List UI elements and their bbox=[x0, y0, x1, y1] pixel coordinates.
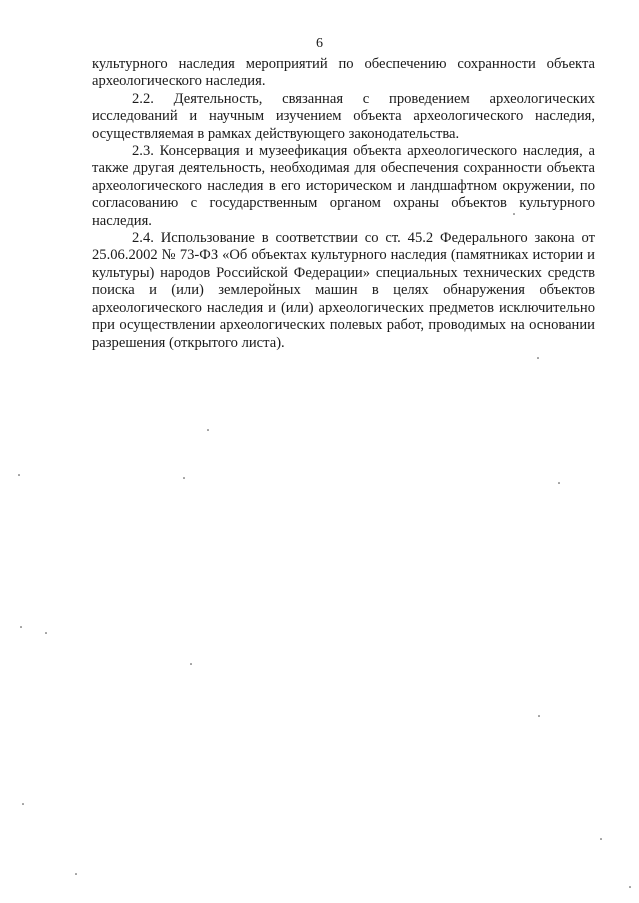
scan-speck bbox=[20, 626, 22, 628]
scan-speck bbox=[190, 663, 192, 665]
paragraph-2-4: 2.4. Использование в соответствии со ст. 45.2 Федерального закона от 25.06.2002 № 73-ФЗ «Об объектах культурного наследия (памятниках истории и культуры) народов Российской Федерации» специальных технических средств поиска и (или) землеройных машин в целях обнаружения объектов археологического наследия и (или) археологических предметов исключительно при осуществлении археологических полевых работ, проводимых на основании разрешения (открытого листа). bbox=[92, 230, 595, 351]
scan-speck bbox=[600, 838, 602, 840]
scan-speck bbox=[207, 429, 209, 431]
scan-speck bbox=[537, 357, 539, 359]
page-number: 6 bbox=[316, 36, 323, 51]
document-body bbox=[92, 56, 595, 352]
scan-speck bbox=[513, 213, 515, 215]
scan-speck bbox=[629, 886, 631, 888]
paragraph-2-3: 2.3. Консервация и музеефикация объекта археологического наследия, а также другая деятельность, необходимая для обеспечения сохранности объекта археологического наследия в его историческом и ландшафтном окружении, по согласованию с государственным органом охраны объектов культурного наследия. bbox=[92, 143, 595, 229]
scan-speck bbox=[538, 715, 540, 717]
paragraph-2-2: 2.2. Деятельность, связанная с проведением археологических исследований и научным изучением объекта археологического наследия, осуществляемая в рамках действующего законодательства. bbox=[92, 90, 595, 142]
scan-speck bbox=[75, 873, 77, 875]
scan-speck bbox=[18, 474, 20, 476]
scan-speck bbox=[558, 482, 560, 484]
scan-speck bbox=[22, 803, 24, 805]
paragraph-2-1-continuation: культурного наследия мероприятий по обеспечению сохранности объекта археологического наследия. bbox=[92, 56, 595, 90]
scan-speck bbox=[183, 477, 185, 479]
scan-speck bbox=[45, 632, 47, 634]
